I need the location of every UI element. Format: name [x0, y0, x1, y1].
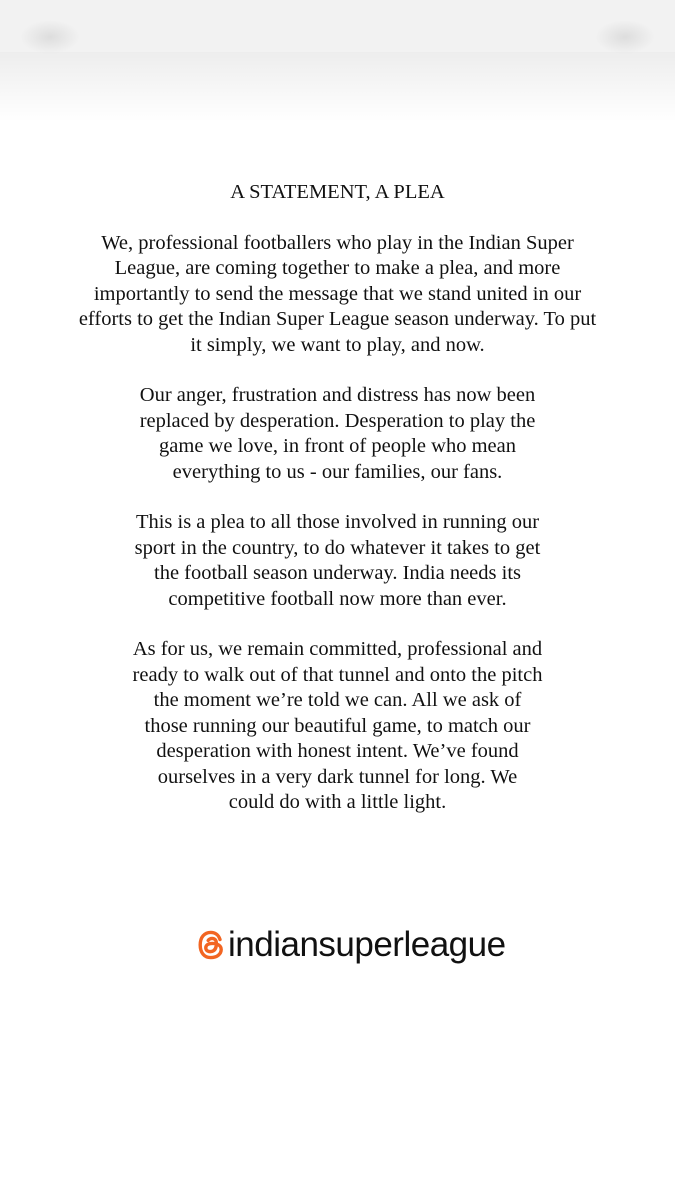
statement-line: the football season underway. India needs its [154, 562, 521, 584]
top-shadow [0, 52, 675, 122]
statement-line: This is a plea to all those involved in running our [135, 511, 540, 533]
statement-paragraph [50, 383, 625, 485]
top-band [0, 0, 675, 52]
threads-icon [196, 929, 226, 961]
statement-paragraph [50, 637, 625, 816]
statement-line: could do with a little light. [228, 791, 447, 813]
statement-line: ready to walk out of that tunnel and onto the pitch [132, 663, 543, 686]
statement-line: League, are coming together to make a plea, and more [114, 257, 561, 279]
statement-line: those running our beautiful game, to match our [144, 714, 531, 737]
statement-line: ourselves in a very dark tunnel for long. We [157, 765, 518, 788]
statement-line: the moment we’re told we can. All we ask of [153, 689, 522, 711]
top-right-corner-shadow [595, 20, 655, 54]
statement-line: efforts to get the Indian Super League season underway. To put [78, 308, 597, 330]
statement-line: desperation with honest intent. We’ve found [156, 740, 519, 762]
handle-text: indiansuperleague [228, 925, 506, 964]
statement-line: it simply, we want to play, and now. [190, 333, 485, 356]
statement-line: As for us, we remain committed, professional and [132, 638, 543, 660]
statement-line: importantly to send the message that we stand united in our [93, 282, 582, 305]
statement-paragraph [50, 231, 625, 359]
statement-body [50, 180, 625, 841]
statement-line: Our anger, frustration and distress has now been [139, 384, 536, 406]
statement-line: competitive football now more than ever. [168, 587, 507, 610]
statement-paragraph [50, 510, 625, 612]
statement-line: replaced by desperation. Desperation to play the [139, 409, 536, 432]
statement-line: game we love, in front of people who mean [159, 435, 516, 457]
statement-line: sport in the country, to do whatever it takes to get [134, 536, 541, 559]
statement-title: A STATEMENT, A PLEA [230, 181, 445, 203]
statement-line: everything to us - our families, our fans. [172, 460, 503, 483]
threads-handle[interactable] [196, 920, 506, 970]
top-left-corner-shadow [20, 20, 80, 54]
statement-line: We, professional footballers who play in the Indian Super [101, 231, 574, 254]
